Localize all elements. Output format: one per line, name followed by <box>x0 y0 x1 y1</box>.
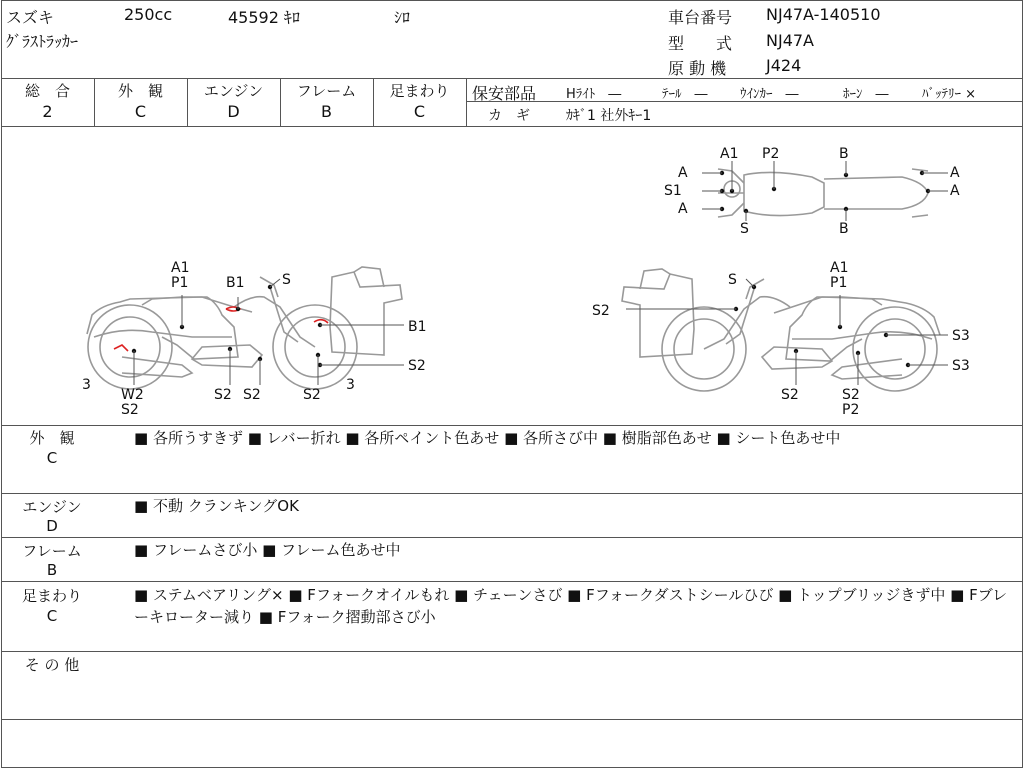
overall-label: 総 合 <box>24 82 70 100</box>
motorcycle-top-view <box>702 161 948 221</box>
diagram-label: B1 <box>226 275 245 291</box>
damage-diagram <box>2 127 1022 425</box>
divider <box>1 493 1022 494</box>
diagram-label: S2 <box>781 387 799 403</box>
diagram-label: P2 <box>842 402 860 418</box>
divider <box>1 425 1022 426</box>
safety-headlight: Hﾗｲﾄ ― <box>566 87 622 102</box>
notes-exterior-label: 外 観 <box>29 429 75 447</box>
right-view-labels <box>592 260 970 418</box>
diagram-label: S2 <box>408 358 426 374</box>
engine-grade: D <box>227 102 240 121</box>
diagram-label: S <box>282 272 291 288</box>
safety-label: 保安部品 <box>472 84 537 103</box>
diagram-label: S <box>740 221 749 237</box>
diagram-label: B1 <box>408 319 427 335</box>
engine-label: 原 動 機 <box>668 59 727 78</box>
notes-suspension-label: 足まわり <box>21 587 82 605</box>
notes-frame-label: フレーム <box>22 542 82 560</box>
diagram-label: A1 <box>171 260 190 276</box>
exterior-label: 外 観 <box>117 82 163 100</box>
key-value: ｶｷﾞ1 社外ｷｰ1 <box>566 108 652 124</box>
notes-suspension-grade: C <box>46 607 58 625</box>
suspension-label: 足まわり <box>389 82 450 100</box>
model-name: ｸﾞﾗｽﾄﾗｯｶｰ <box>6 32 79 51</box>
overall-grade: 2 <box>42 102 53 121</box>
diagram-label: S1 <box>664 183 682 199</box>
notes-engine-text: ■ 不動 クランキングOK <box>134 497 299 515</box>
diagram-label: P2 <box>762 146 780 162</box>
diagram-label: B <box>839 146 849 162</box>
diagram-label: S3 <box>952 358 970 374</box>
diagram-label: A <box>678 201 688 217</box>
diagram-label: 3 <box>82 377 91 393</box>
diagram-label: S2 <box>303 387 321 403</box>
notes-engine-label: エンジン <box>22 498 82 516</box>
diagram-label: A <box>950 183 960 199</box>
key-label: カ ギ <box>488 108 530 124</box>
frame-grade: B <box>321 102 332 121</box>
safety-winker: ｳｲﾝｶｰ ― <box>740 87 799 102</box>
diagram-label: P1 <box>830 275 848 291</box>
safety-horn: ﾎｰﾝ ― <box>843 87 889 102</box>
diagram-label: S2 <box>842 387 860 403</box>
chassis-number: NJ47A-140510 <box>766 5 881 24</box>
diagram-label: A1 <box>720 146 739 162</box>
engine-rating-label: エンジン <box>203 82 264 100</box>
diagram-label: S2 <box>214 387 232 403</box>
left-view-labels <box>82 260 427 418</box>
diagram-label: P1 <box>171 275 189 291</box>
motorcycle-right-view <box>622 269 948 391</box>
maker: スズキ <box>6 8 55 27</box>
motorcycle-left-view <box>87 267 404 389</box>
divider <box>1 581 1022 582</box>
diagram-label: A <box>678 165 688 181</box>
divider <box>466 78 467 126</box>
divider <box>1 719 1022 720</box>
exterior-grade: C <box>134 102 147 121</box>
color: ｼﾛ <box>394 8 411 27</box>
notes-exterior-grade: C <box>46 449 58 467</box>
diagram-label: S <box>728 272 737 288</box>
chassis-label: 車台番号 <box>668 8 733 27</box>
diagram-label: A <box>950 165 960 181</box>
notes-frame-text: ■ フレームさび小 ■ フレーム色あせ中 <box>134 541 401 559</box>
diagram-label: A1 <box>830 260 849 276</box>
diagram-label: S2 <box>243 387 261 403</box>
engine-value: J424 <box>766 56 802 75</box>
divider <box>1 651 1022 652</box>
divider <box>1 78 1022 79</box>
type-value: NJ47A <box>766 31 814 50</box>
diagram-label: W2 <box>121 387 144 403</box>
safety-tail: ﾃｰﾙ ― <box>662 87 708 102</box>
notes-engine-grade: D <box>46 517 58 535</box>
notes-suspension-text: ■ ステムベアリング× ■ Fフォークオイルもれ ■ チェーンさび ■ Fフォークダストシールひび ■ トップブリッジきず中 ■ Fブレーキローター減り ■ Fフォーク摺動部さび小 <box>134 586 1008 626</box>
displacement: 250cc <box>124 5 173 24</box>
safety-battery: ﾊﾞｯﾃﾘｰ × <box>922 87 977 102</box>
mileage: 45592 ｷﾛ <box>228 8 300 27</box>
diagram-label: S2 <box>592 303 610 319</box>
divider <box>1 537 1022 538</box>
diagram-label: 3 <box>346 377 355 393</box>
diagram-label: B <box>839 221 849 237</box>
notes-other-label: そ の 他 <box>24 656 80 674</box>
diagram-label: S2 <box>121 402 139 418</box>
frame-label: フレーム <box>296 82 357 100</box>
notes-frame-grade: B <box>46 561 58 579</box>
notes-exterior-text: ■ 各所うすきず ■ レバー折れ ■ 各所ペイント色あせ ■ 各所さび中 ■ 樹脂部色あせ ■ シート色あせ中 <box>134 429 841 447</box>
suspension-grade: C <box>413 102 426 121</box>
diagram-label: S3 <box>952 328 970 344</box>
type-label: 型 式 <box>668 34 733 53</box>
